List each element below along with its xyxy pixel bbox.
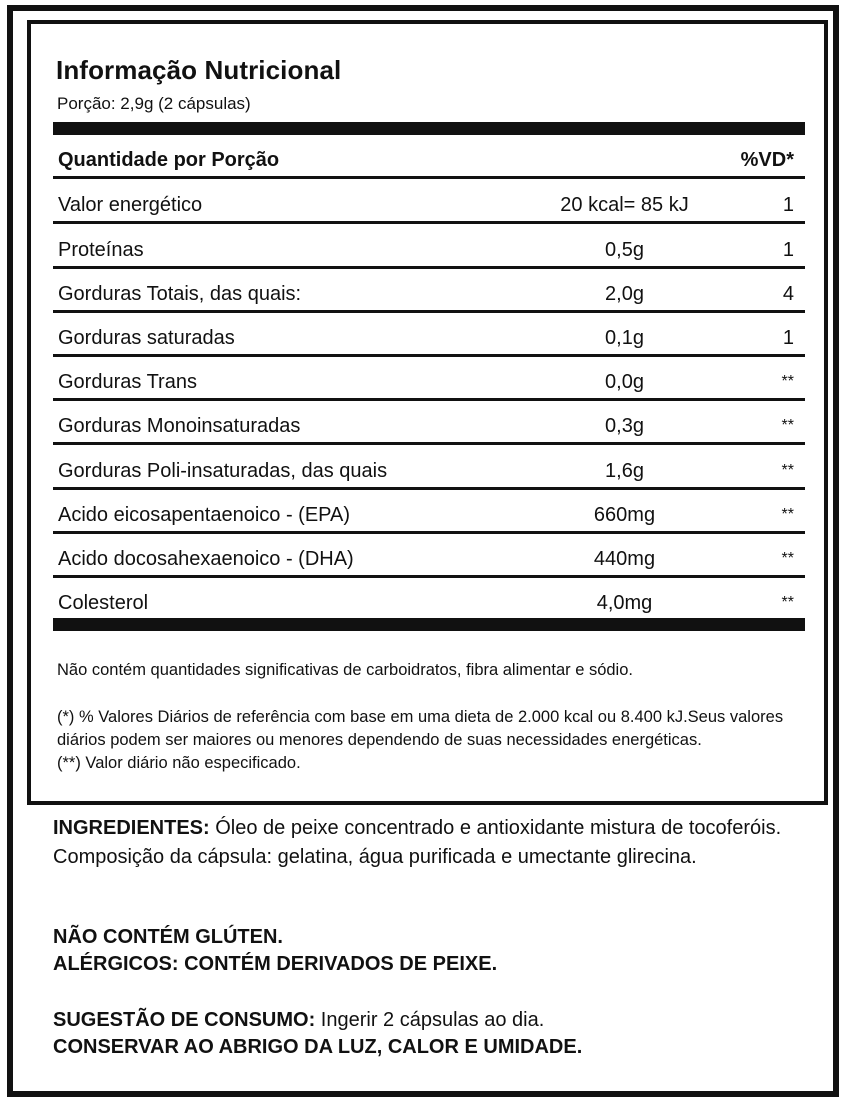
header-quantity: Quantidade por Porção (58, 149, 280, 171)
row-vd: 1 (782, 239, 794, 261)
row-value: 4,0mg (596, 592, 653, 614)
row-divider (53, 221, 805, 224)
row-value: 2,0g (605, 283, 644, 305)
row-value: 440mg (593, 548, 656, 570)
row-divider (53, 354, 805, 357)
gluten-statement: NÃO CONTÉM GLÚTEN. (53, 926, 283, 948)
ingredients-label: INGREDIENTES: (53, 817, 210, 839)
allergen-statement: ALÉRGICOS: CONTÉM DERIVADOS DE PEIXE. (53, 953, 498, 975)
row-name: Acido docosahexaenoico - (DHA) (58, 548, 354, 570)
row-divider (53, 487, 805, 490)
row-divider (53, 176, 805, 179)
row-value: 660mg (593, 504, 656, 526)
row-name: Colesterol (58, 592, 149, 614)
nutrition-title: Informação Nutricional (56, 55, 342, 85)
consumption-suggestion (53, 1006, 823, 1035)
storage-instruction: CONSERVAR AO ABRIGO DA LUZ, CALOR E UMIDADE. (53, 1036, 583, 1058)
row-divider (53, 442, 805, 445)
footnotes (57, 706, 797, 775)
note-not-specified: (**) Valor diário não especificado. (57, 754, 301, 772)
nutrition-facts-panel (27, 20, 828, 805)
row-vd: ** (781, 417, 794, 434)
serving-size: Porção: 2,9g (2 cápsulas) (57, 94, 251, 113)
row-name: Gorduras Totais, das quais: (58, 283, 302, 305)
row-value: 0,1g (605, 327, 644, 349)
note-carbs: Não contém quantidades significativas de carboidratos, fibra alimentar e sódio. (57, 661, 633, 679)
label-outer-frame (7, 5, 839, 1097)
row-name: Proteínas (58, 239, 144, 261)
row-value: 0,3g (605, 415, 644, 437)
row-vd: 4 (782, 283, 794, 305)
row-value: 0,5g (605, 239, 644, 261)
ingredients-block (53, 814, 823, 872)
row-name: Gorduras Trans (58, 371, 197, 393)
row-divider (53, 266, 805, 269)
row-value: 1,6g (605, 460, 644, 482)
note-daily-values: (*) % Valores Diários de referência com base em uma dieta de 2.000 kcal ou 8.400 kJ.Seus valores diários podem ser maiores ou menores dependendo de suas necessidades energéticas. (57, 708, 784, 749)
row-vd: 1 (782, 327, 794, 349)
thick-divider-top (53, 122, 805, 135)
row-vd: ** (781, 550, 794, 567)
row-divider (53, 310, 805, 313)
row-divider (53, 531, 805, 534)
row-vd: ** (781, 594, 794, 611)
row-divider (53, 398, 805, 401)
row-vd: ** (781, 462, 794, 479)
suggestion-text: Ingerir 2 cápsulas ao dia. (315, 1009, 545, 1031)
row-name: Valor energético (58, 194, 203, 216)
row-name: Acido eicosapentaenoico - (EPA) (58, 504, 351, 526)
row-name: Gorduras Poli-insaturadas, das quais (58, 460, 388, 482)
row-name: Gorduras saturadas (58, 327, 235, 349)
row-value: 0,0g (605, 371, 644, 393)
row-vd: ** (781, 373, 794, 390)
row-value: 20 kcal= 85 kJ (560, 194, 689, 216)
header-vd: %VD* (740, 149, 794, 171)
suggestion-label: SUGESTÃO DE CONSUMO: (53, 1009, 316, 1031)
row-vd: 1 (782, 194, 794, 216)
thick-divider-bottom (53, 618, 805, 631)
row-vd: ** (781, 506, 794, 523)
row-divider (53, 575, 805, 578)
ingredients-text: Óleo de peixe concentrado e antioxidante mistura de tocoferóis. Composição da cápsula: gelatina, água purificada e umectante glirecina. (53, 817, 782, 868)
row-name: Gorduras Monoinsaturadas (58, 415, 301, 437)
